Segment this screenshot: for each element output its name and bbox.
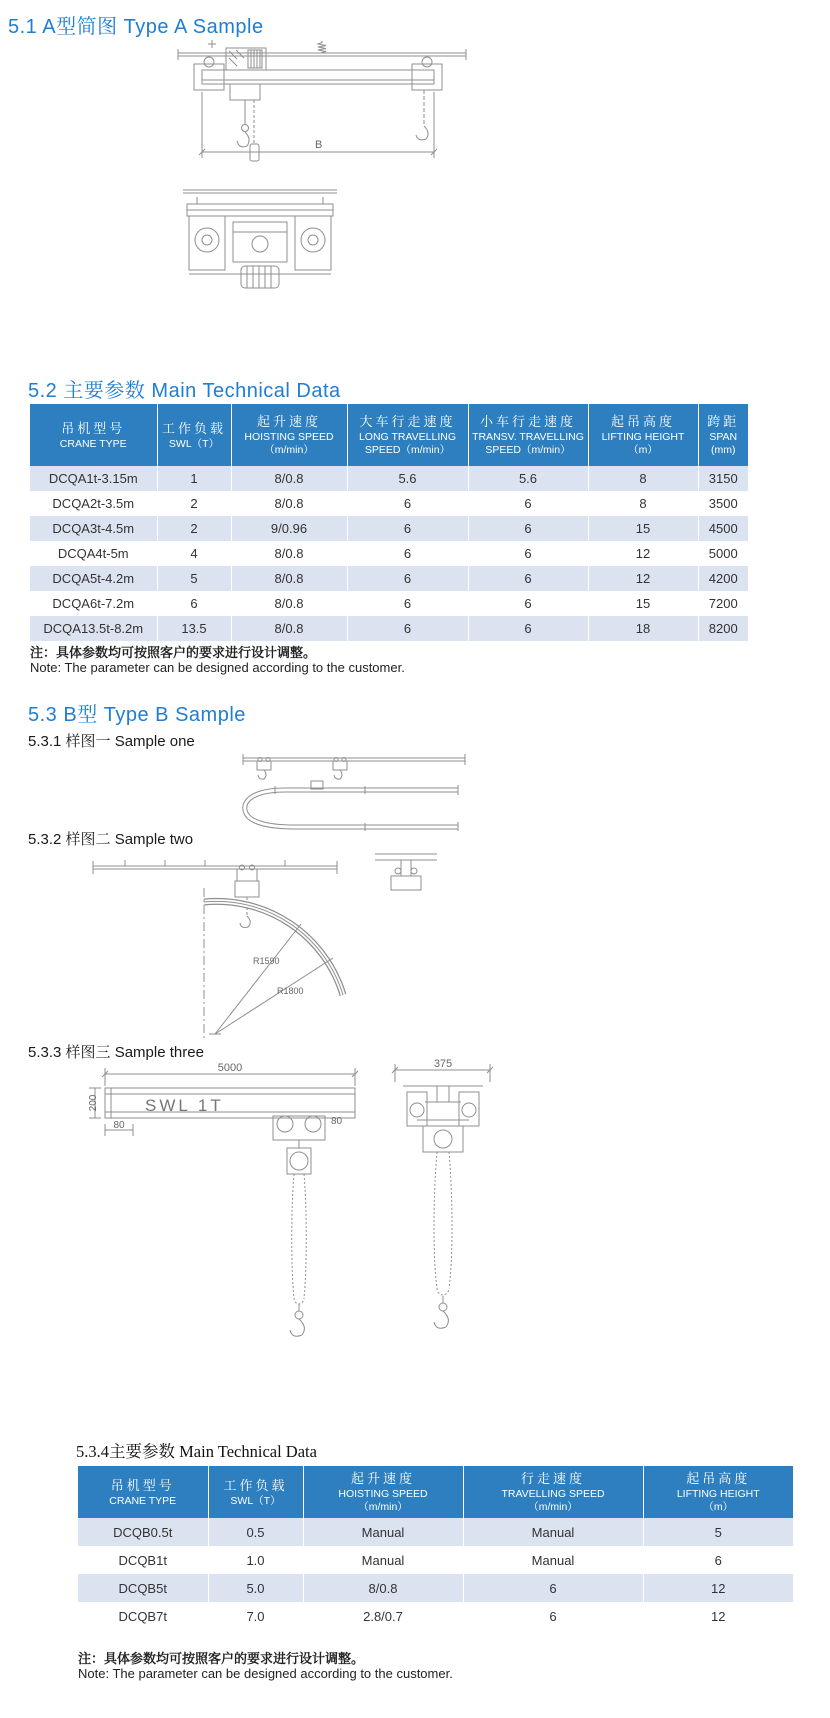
table-cell: Manual xyxy=(303,1546,463,1574)
table-cell: 8/0.8 xyxy=(231,566,347,591)
table-row xyxy=(30,591,748,616)
table-cell: 4200 xyxy=(698,566,748,591)
table-cell: 8200 xyxy=(698,616,748,641)
col-hoisting-speed: 起升速度 HOISTING SPEED （m/min） xyxy=(231,404,347,466)
table-cell: 6 xyxy=(463,1574,643,1602)
col-lifting-height: 起吊高度 LIFTING HEIGHT （m） xyxy=(588,404,698,466)
section-title-5-3-4: 5.3.4主要参数 Main Technical Data xyxy=(76,1442,317,1461)
note-a-en: Note: The parameter can be designed according to the customer. xyxy=(30,660,405,675)
section-title-5-3-3: 5.3.3 样图三 Sample three xyxy=(28,1044,204,1061)
table-cell: Manual xyxy=(463,1546,643,1574)
section-title-5-2: 5.2 主要参数 Main Technical Data xyxy=(28,380,341,402)
table-cell: 8/0.8 xyxy=(303,1574,463,1602)
table-row xyxy=(78,1546,793,1574)
table-cell: 7.0 xyxy=(208,1602,303,1630)
type-a-data-table xyxy=(30,404,748,641)
table-cell: DCQB5t xyxy=(118,1580,167,1596)
table-cell: Manual xyxy=(303,1518,463,1546)
table-cell: DCQA2t-3.5m xyxy=(52,496,135,511)
table-cell: 6 xyxy=(347,566,468,591)
section-title-5-3-1: 5.3.1 样图一 Sample one xyxy=(28,733,195,750)
table-cell: 8 xyxy=(588,491,698,516)
table-cell: Manual xyxy=(463,1518,643,1546)
note-b-zh: 注：具体参数均可按照客户的要求进行设计调整。 xyxy=(78,1651,365,1666)
table-cell: 1.0 xyxy=(208,1546,303,1574)
table-cell: 6 xyxy=(468,541,588,566)
table-cell: 6 xyxy=(468,616,588,641)
table-cell: 18 xyxy=(588,616,698,641)
table-cell: 6 xyxy=(157,591,231,616)
table-cell: 4 xyxy=(157,541,231,566)
table-cell: 12 xyxy=(588,566,698,591)
table-cell: 5.6 xyxy=(347,466,468,491)
table-cell: 5.0 xyxy=(208,1574,303,1602)
table-cell: 5 xyxy=(643,1518,793,1546)
table-header-row xyxy=(78,1466,793,1518)
note-b-en: Note: The parameter can be designed according to the customer. xyxy=(78,1666,453,1681)
table-cell: 5.6 xyxy=(468,466,588,491)
col-span: 跨距 SPAN (mm) xyxy=(698,404,748,466)
table-cell: 8/0.8 xyxy=(231,616,347,641)
table-cell: 8/0.8 xyxy=(231,591,347,616)
table-cell: 13.5 xyxy=(157,616,231,641)
col-lifting-height: 起吊高度 LIFTING HEIGHT （m） xyxy=(643,1466,793,1518)
table-a-header xyxy=(30,404,748,466)
dim-label-r1800: R1800 xyxy=(277,986,304,996)
table-cell: 6 xyxy=(347,516,468,541)
table-cell: DCQA1t-3.15m xyxy=(48,471,138,486)
table-row xyxy=(30,566,748,591)
table-cell: 8 xyxy=(588,466,698,491)
dim-label-200: 200 xyxy=(88,1094,99,1112)
table-row xyxy=(30,491,748,516)
table-cell: 0.5 xyxy=(208,1518,303,1546)
table-cell: 2.8/0.7 xyxy=(303,1602,463,1630)
type-b-data-table xyxy=(78,1466,793,1630)
table-cell: 6 xyxy=(468,591,588,616)
table-row xyxy=(78,1602,793,1630)
table-cell: 6 xyxy=(468,516,588,541)
col-long-travelling-speed: 大车行走速度 LONG TRAVELLING SPEED（m/min） xyxy=(347,404,468,466)
table-cell: 2 xyxy=(157,491,231,516)
table-cell: 2 xyxy=(157,516,231,541)
table-cell: 8/0.8 xyxy=(231,491,347,516)
table-cell: DCQA6t-7.2m xyxy=(52,596,135,611)
dim-label-80-left: 80 xyxy=(113,1120,125,1131)
col-hoisting-speed: 起升速度 HOISTING SPEED （m/min） xyxy=(303,1466,463,1518)
table-header-row xyxy=(30,404,748,466)
dim-label-b: B xyxy=(315,139,323,151)
table-cell: DCQB0.5t xyxy=(113,1524,173,1540)
type-a-front-view-drawing xyxy=(172,40,472,170)
table-cell: 6 xyxy=(347,616,468,641)
table-cell: DCQA5t-4.2m xyxy=(52,571,135,586)
table-row xyxy=(30,541,748,566)
table-row xyxy=(30,616,748,641)
table-cell: 4500 xyxy=(698,516,748,541)
swl-marking: SWL 1T xyxy=(145,1096,224,1115)
dim-label-375: 375 xyxy=(433,1058,453,1070)
section-title-5-3: 5.3 B型 Type B Sample xyxy=(28,704,246,726)
table-cell: DCQA13.5t-8.2m xyxy=(43,621,144,636)
table-row xyxy=(78,1574,793,1602)
table-row xyxy=(30,516,748,541)
table-cell: 6 xyxy=(347,491,468,516)
table-cell: 15 xyxy=(588,591,698,616)
table-cell: 5 xyxy=(157,566,231,591)
table-cell: 6 xyxy=(463,1602,643,1630)
table-cell: 6 xyxy=(468,491,588,516)
dim-label-r1590: R1590 xyxy=(253,956,280,966)
table-cell: DCQB7t xyxy=(118,1608,167,1624)
table-cell: DCQA3t-4.5m xyxy=(52,521,135,536)
table-cell: 15 xyxy=(588,516,698,541)
table-cell: 6 xyxy=(643,1546,793,1574)
table-cell: 8/0.8 xyxy=(231,466,347,491)
table-cell: 6 xyxy=(347,541,468,566)
table-cell: 12 xyxy=(643,1574,793,1602)
section-title-5-3-2: 5.3.2 样图二 Sample two xyxy=(28,831,194,848)
table-cell: 9/0.96 xyxy=(231,516,347,541)
table-cell: 1 xyxy=(157,466,231,491)
table-cell: 3150 xyxy=(698,466,748,491)
col-transv-travelling-speed: 小车行走速度 TRANSV. TRAVELLING SPEED（m/min） xyxy=(468,404,588,466)
col-swl: 工作负载 SWL（T） xyxy=(157,404,231,466)
note-a-zh: 注：具体参数均可按照客户的要求进行设计调整。 xyxy=(30,645,317,660)
section-title-5-1: 5.1 A型简图 Type A Sample xyxy=(8,16,264,38)
table-cell: 12 xyxy=(643,1602,793,1630)
sample-three-drawing xyxy=(85,1058,520,1348)
table-row xyxy=(30,466,748,491)
type-a-end-view-drawing xyxy=(175,178,345,318)
table-row xyxy=(78,1518,793,1546)
dim-label-80-right: 80 xyxy=(331,1116,343,1127)
col-travelling-speed: 行走速度 TRAVELLING SPEED （m/min） xyxy=(463,1466,643,1518)
table-cell: DCQB1t xyxy=(118,1552,167,1568)
table-cell: 5000 xyxy=(698,541,748,566)
sample-one-drawing xyxy=(165,750,470,832)
table-cell: 7200 xyxy=(698,591,748,616)
sample-two-drawing xyxy=(85,850,445,1040)
col-crane-type: 吊机型号 CRANE TYPE xyxy=(78,1466,208,1518)
table-cell: DCQA4t-5m xyxy=(57,546,129,561)
table-a-body xyxy=(30,466,748,641)
table-cell: 3500 xyxy=(698,491,748,516)
table-b-body xyxy=(78,1518,793,1630)
table-cell: 12 xyxy=(588,541,698,566)
col-swl: 工作负载 SWL（T） xyxy=(208,1466,303,1518)
dim-label-5000: 5000 xyxy=(217,1062,243,1074)
table-b-header xyxy=(78,1466,793,1518)
col-crane-type: 吊机型号 CRANE TYPE xyxy=(30,404,157,466)
table-cell: 6 xyxy=(468,566,588,591)
table-cell: 6 xyxy=(347,591,468,616)
table-cell: 8/0.8 xyxy=(231,541,347,566)
